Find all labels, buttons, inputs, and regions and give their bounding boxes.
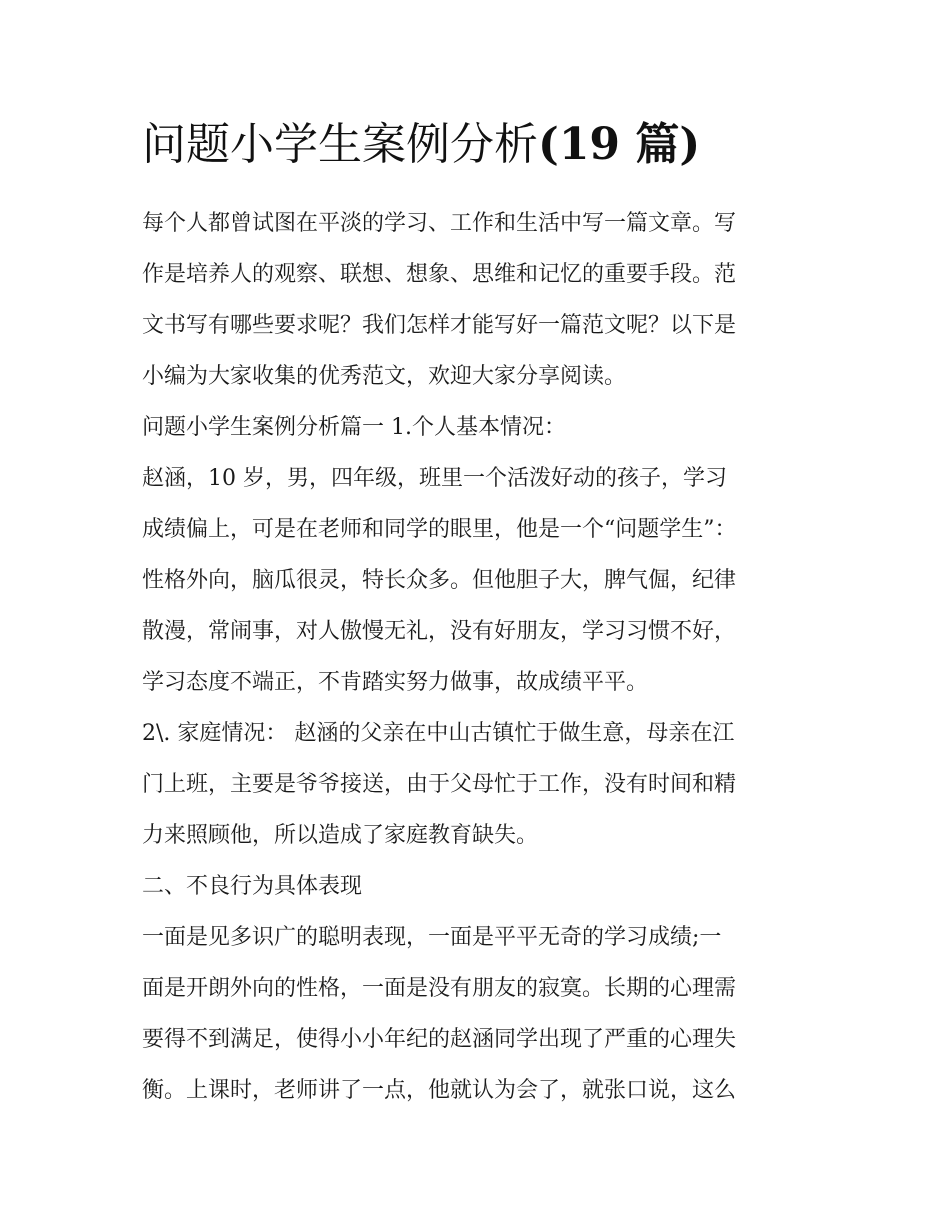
paragraph-line: 一面是见多识广的聪明表现，一面是平平无奇的学习成绩;一 [142, 925, 722, 950]
paragraph-line: 衡。上课时，老师讲了一点，他就认为会了，就张口说，这么 [142, 1078, 737, 1103]
paragraph-line: 力来照顾他，所以造成了家庭教育缺失。 [142, 823, 539, 848]
paragraph-line: 小编为大家收集的优秀范文，欢迎大家分享阅读。 [142, 364, 627, 389]
document-title-main: 问题小学生案例分析 [142, 119, 538, 170]
paragraph-line: 学习态度不端正，不肯踏实努力做事，故成绩平平。 [142, 670, 649, 695]
paragraph-line: 赵涵，10 岁，男，四年级，班里一个活泼好动的孩子，学习 [142, 466, 727, 491]
paragraph-line: 文书写有哪些要求呢？我们怎样才能写好一篇范文呢？以下是 [142, 313, 737, 338]
paragraph-line: 性格外向，脑瓜很灵，特长众多。但他胆子大，脾气倔，纪律 [142, 568, 737, 593]
paragraph-line: 2\. 家庭情况： 赵涵的父亲在中山古镇忙于做生意，母亲在江 [142, 721, 735, 746]
section-heading-line: 二、不良行为具体表现 [142, 874, 363, 899]
document-body [142, 198, 818, 1116]
document-title [142, 113, 700, 177]
paragraph-line: 散漫，常闹事，对人傲慢无礼，没有好朋友，学习习惯不好， [142, 619, 737, 644]
paragraph-line: 作是培养人的观察、联想、想象、思维和记忆的重要手段。范 [142, 262, 737, 287]
document-title-suffix: (19 篇) [538, 119, 701, 170]
paragraph-line: 成绩偏上，可是在老师和同学的眼里，他是一个“问题学生”： [142, 517, 737, 542]
paragraph-line: 门上班，主要是爷爷接送，由于父母忙于工作，没有时间和精 [142, 772, 737, 797]
paragraph-line: 面是开朗外向的性格，一面是没有朋友的寂寞。长期的心理需 [142, 976, 737, 1001]
paragraph-line: 要得不到满足，使得小小年纪的赵涵同学出现了严重的心理失 [142, 1027, 737, 1052]
section-heading-line: 问题小学生案例分析篇一 1.个人基本情况： [142, 415, 566, 440]
paragraph-line: 每个人都曾试图在平淡的学习、工作和生活中写一篇文章。写 [142, 211, 737, 236]
